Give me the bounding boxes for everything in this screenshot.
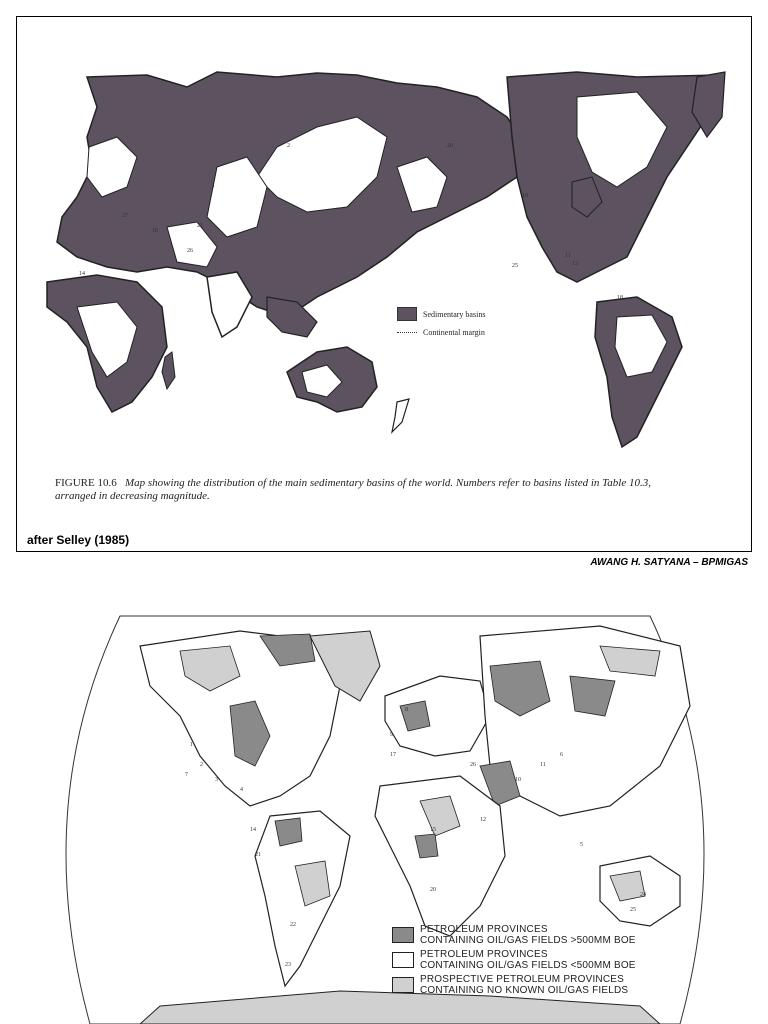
province-number: 17 — [390, 752, 396, 758]
legend-line: CONTAINING NO KNOWN OIL/GAS FIELDS — [420, 985, 629, 996]
southeast-asia — [267, 297, 317, 337]
figure-caption — [55, 477, 675, 503]
basin-number: 25 — [512, 263, 518, 269]
new-zealand — [392, 399, 409, 432]
province-number: 15 — [430, 827, 436, 833]
figure-number: FIGURE 10.6 — [55, 477, 117, 489]
province-number: 5 — [580, 842, 583, 848]
legend-swatch-minor — [392, 952, 414, 968]
legend-row-margin — [397, 323, 485, 341]
basin-number: 18 — [617, 295, 623, 301]
source-credit: after Selley (1985) — [27, 533, 130, 547]
legend-text — [420, 974, 628, 996]
province-number: 14 — [250, 827, 256, 833]
province-number: 12 — [480, 817, 486, 823]
basin-number: 13 — [572, 261, 578, 267]
legend-text — [420, 924, 636, 946]
basin-number: 1 — [212, 183, 215, 189]
basin-number: 2 — [287, 143, 290, 149]
province-number: 20 — [430, 887, 436, 893]
legend-label-margin: Continental margin — [423, 327, 485, 337]
province-number: 6 — [560, 752, 563, 758]
province-number: 24 — [640, 892, 646, 898]
legend-line: CONTAINING OIL/GAS FIELDS >500MM BOE — [420, 935, 636, 946]
sedimentary-basins-map-panel — [16, 16, 752, 552]
legend-swatch-major — [392, 927, 414, 943]
province-number: 7 — [185, 772, 188, 778]
petroleum-provinces-legend — [392, 924, 636, 999]
province-number: 10 — [515, 777, 521, 783]
basin-number: 10 — [522, 193, 528, 199]
province-number: 11 — [540, 762, 546, 768]
sedimentary-map-legend — [397, 305, 485, 341]
legend-swatch-prospective — [392, 977, 414, 993]
legend-line: PETROLEUM PROVINCES — [420, 949, 548, 960]
province-number: 2 — [200, 762, 203, 768]
legend-line: PROSPECTIVE PETROLEUM PROVINCES — [420, 974, 625, 985]
province-number: 22 — [290, 922, 296, 928]
province-number: 3 — [215, 777, 218, 783]
madagascar — [162, 352, 175, 389]
basin-number: 20 — [447, 143, 453, 149]
basin-number: 16 — [152, 228, 158, 234]
province-number: 9 — [390, 732, 393, 738]
basin-swatch — [397, 307, 417, 321]
province-number: 21 — [255, 852, 261, 858]
legend-text — [420, 949, 636, 971]
figure-caption-text: Map showing the distribution of the main sedimentary basins of the world. Numbers refer to basins listed in Table 10.3, arranged in decreasing magnitude. — [55, 477, 651, 502]
province-number: 4 — [240, 787, 243, 793]
legend-item-prospective — [392, 974, 636, 996]
legend-line: PETROLEUM PROVINCES — [420, 924, 548, 935]
basin-number: 27 — [122, 213, 128, 219]
basin-number: 14 — [79, 271, 85, 277]
province-number: 8 — [405, 707, 408, 713]
sedimentary-basins-map — [17, 17, 753, 553]
legend-item-major — [392, 924, 636, 946]
basin-number: 21 — [197, 223, 203, 229]
legend-row-basins — [397, 305, 485, 323]
basin-number: 26 — [187, 248, 193, 254]
major-province-venezuela — [275, 818, 302, 846]
legend-item-minor — [392, 949, 636, 971]
margin-line-swatch — [397, 332, 417, 333]
province-number: 25 — [630, 907, 636, 913]
province-number: 1 — [190, 742, 193, 748]
basin-number: 11 — [565, 253, 571, 259]
legend-line: CONTAINING OIL/GAS FIELDS <500MM BOE — [420, 960, 636, 971]
legend-label-basins: Sedimentary basins — [423, 309, 486, 319]
author-credit: AWANG H. SATYANA – BPMIGAS — [590, 557, 748, 568]
province-number: 26 — [470, 762, 476, 768]
province-number: 23 — [285, 962, 291, 968]
